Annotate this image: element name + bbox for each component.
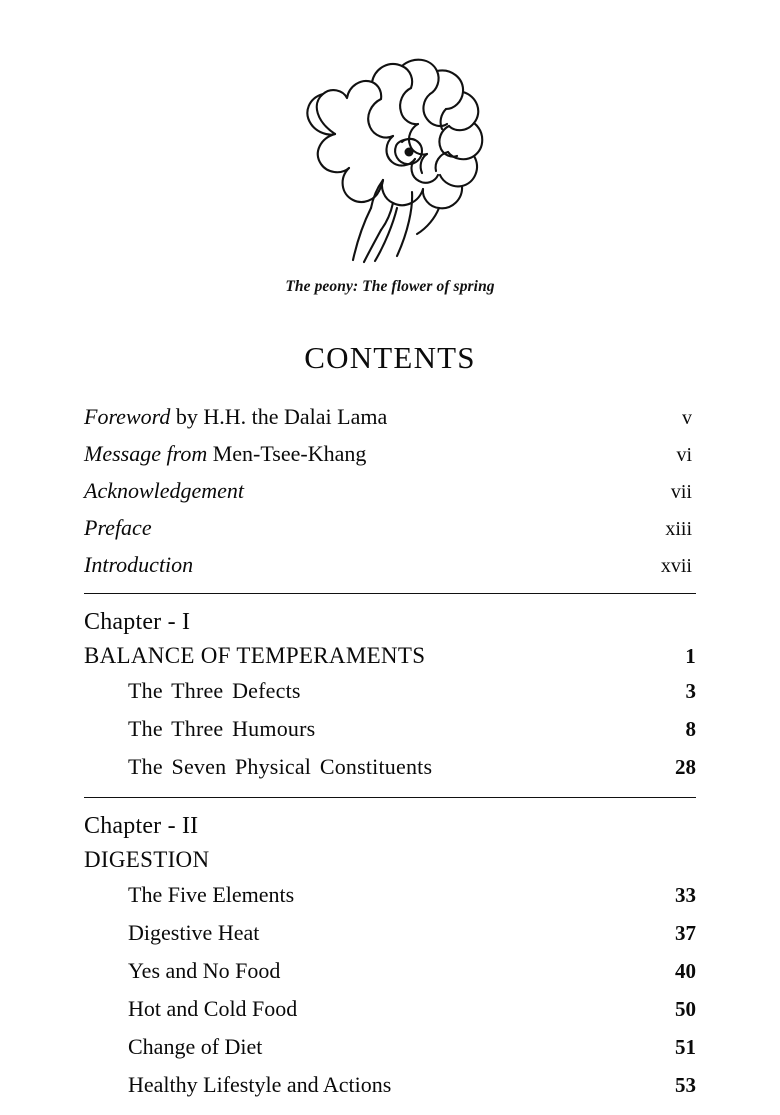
- list-item[interactable]: [84, 990, 696, 1028]
- entry-label: The Three Defects: [128, 678, 301, 703]
- front-matter-label: [84, 514, 622, 540]
- list-item[interactable]: [84, 1066, 696, 1104]
- list-item[interactable]: [84, 435, 696, 472]
- list-item[interactable]: [84, 710, 696, 748]
- page-number: 28: [675, 755, 696, 779]
- list-item[interactable]: [84, 952, 696, 990]
- list-item[interactable]: [84, 1028, 696, 1066]
- entry-label: Change of Diet: [128, 1034, 263, 1059]
- entry-label: Healthy Lifestyle and Actions: [128, 1072, 392, 1097]
- peony-illustration: [0, 0, 780, 296]
- page-number: xvii: [660, 554, 692, 577]
- list-item[interactable]: [84, 672, 696, 710]
- page-number: 50: [675, 997, 696, 1021]
- chapter-section-2: [84, 798, 696, 1115]
- page-number: 40: [675, 959, 696, 983]
- entry-label: Yes and No Food: [128, 958, 281, 983]
- list-item[interactable]: [84, 472, 696, 509]
- list-item[interactable]: [84, 748, 696, 786]
- page-number: vii: [670, 480, 692, 503]
- chapter-heading: Chapter - II: [84, 813, 199, 839]
- front-matter-section: [84, 398, 696, 594]
- chapter-subject-label: BALANCE OF TEMPERAMENTS: [84, 643, 426, 668]
- front-matter-label-italic: Acknowledgement: [84, 477, 245, 503]
- list-item[interactable]: [84, 914, 696, 952]
- page-number: xiii: [665, 517, 692, 540]
- front-matter-label: [84, 477, 622, 503]
- page-number: v: [682, 406, 692, 429]
- chapter-section-1: [84, 594, 696, 798]
- page-number: 53: [675, 1073, 696, 1097]
- chapter-subject-row[interactable]: [84, 641, 696, 672]
- page-number: 8: [685, 717, 696, 741]
- page-number: vi: [676, 443, 692, 466]
- entry-label: The Five Elements: [128, 882, 295, 907]
- list-item[interactable]: [84, 398, 696, 435]
- front-matter-label-italic: Preface: [84, 514, 152, 540]
- front-matter-label: [84, 440, 622, 466]
- page-number: 33: [675, 883, 696, 907]
- page-number: 51: [675, 1035, 696, 1059]
- chapter-heading: Chapter - I: [84, 609, 191, 635]
- entry-label: Digestive Heat: [128, 920, 260, 945]
- front-matter-label-italic: Message from: [84, 440, 208, 466]
- front-matter-label: [84, 551, 622, 577]
- list-item[interactable]: [84, 876, 696, 914]
- page-title: CONTENTS: [304, 340, 476, 375]
- front-matter-label: [84, 403, 622, 429]
- entry-label: The Seven Physical Constituents: [128, 754, 433, 779]
- page-number: 37: [675, 921, 696, 945]
- list-item[interactable]: [84, 509, 696, 546]
- list-item[interactable]: [84, 546, 696, 583]
- front-matter-label-italic: Introduction: [84, 551, 194, 577]
- front-matter-label-rest: Men-Tsee-Khang: [207, 440, 367, 466]
- entry-label: Hot and Cold Food: [128, 996, 298, 1021]
- table-of-contents: [84, 398, 696, 1115]
- page-number: 3: [685, 679, 696, 703]
- chapter-subject-row[interactable]: [84, 845, 696, 876]
- front-matter-label-italic: Foreword: [84, 403, 171, 429]
- illustration-caption: The peony: The flower of spring: [285, 278, 495, 295]
- page-number: 1: [685, 644, 696, 668]
- chapter-subject-label: DIGESTION: [84, 847, 210, 872]
- entry-label: The Three Humours: [128, 716, 316, 741]
- front-matter-label-rest: by H.H. the Dalai Lama: [170, 403, 388, 429]
- peony-flower-icon: [265, 42, 515, 272]
